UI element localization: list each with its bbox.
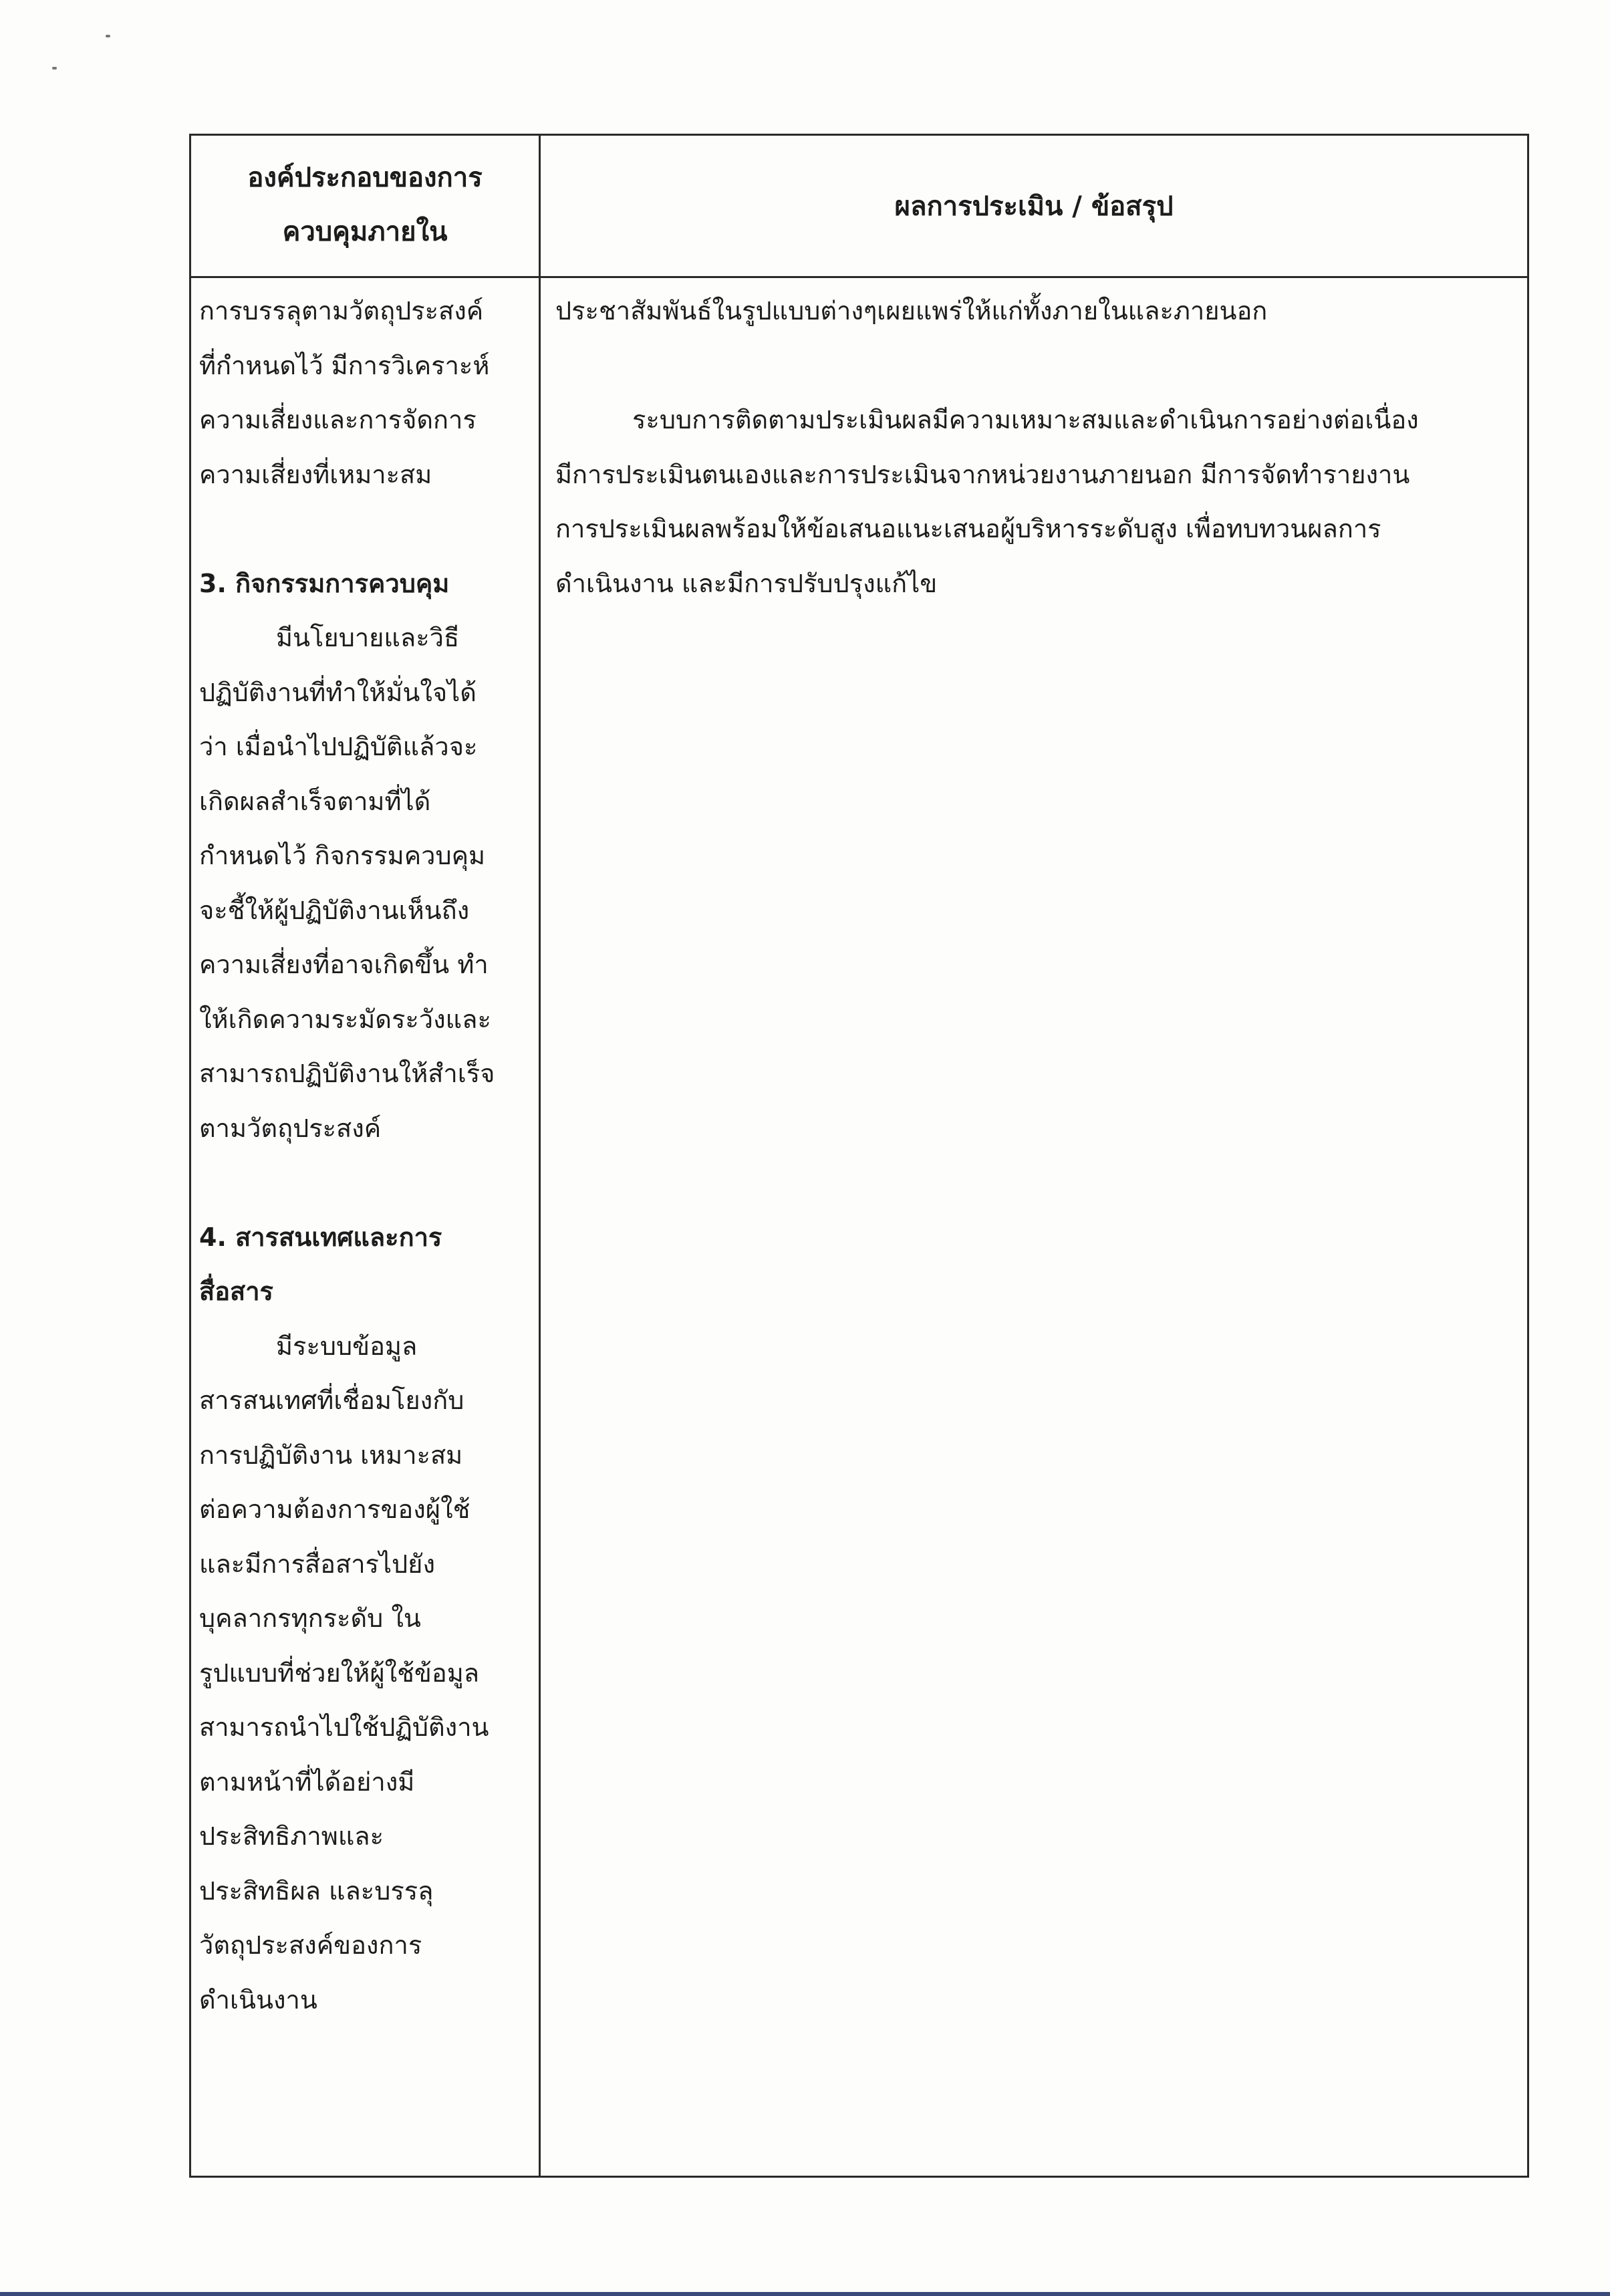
section-3-line: ว่า เมื่อนำไปปฏิบัติแล้วจะ [199,732,478,761]
section-4-line: ตามหน้าที่ได้อย่างมี [199,1767,415,1797]
component-line: ความเสี่ยงและการจัดการ [199,405,477,434]
header-cell-component [191,136,539,276]
section-4-line: สามารถนำไปใช้ปฏิบัติงาน [199,1712,489,1742]
header-left-line-1: องค์ประกอบของการ [247,162,483,193]
result-paragraph-line: มีการประเมินตนเองและการประเมินจากหน่วยงานภายนอก มีการจัดทำรายงาน [555,459,1410,489]
section-3-line: เกิดผลสำเร็จตามที่ได้ [199,786,431,816]
section-4-line: การปฏิบัติงาน เหมาะสม [199,1440,463,1470]
section-4-line: วัตถุประสงค์ของการ [199,1930,422,1960]
component-line: การบรรลุตามวัตถุประสงค์ [199,296,484,326]
section-3-line: กำหนดไว้ กิจกรรมควบคุม [199,841,486,870]
result-line: ประชาสัมพันธ์ในรูปแบบต่างๆเผยแพร่ให้แก่ทั้งภายในและภายนอก [555,296,1268,326]
section-3-line: ตามวัตถุประสงค์ [199,1113,382,1143]
result-paragraph-line: ระบบการติดตามประเมินผลมีความเหมาะสมและดำเนินการอย่างต่อเนื่อง [632,405,1419,434]
result-paragraph-line: ดำเนินงาน และมีการปรับปรุงแก้ไข [555,568,938,598]
section-3-line: สามารถปฏิบัติงานให้สำเร็จ [199,1059,495,1088]
section-4-title: สื่อสาร [199,1277,273,1306]
scan-speck [52,67,57,70]
section-3-line: มีนโยบายและวิธี [276,623,460,652]
section-4-line: มีระบบข้อมูล [276,1331,418,1361]
section-4-line: ประสิทธิผล และบรรลุ [199,1876,434,1906]
section-4-line: สารสนเทศที่เชื่อมโยงกับ [199,1386,464,1415]
section-4-title: 4. สารสนเทศและการ [199,1222,442,1252]
header-cell-result: ผลการประเมิน / ข้อสรุป [894,191,1174,222]
result-paragraph-line: การประเมินผลพร้อมให้ข้อเสนอแนะเสนอผู้บริหารระดับสูง เพื่อทบทวนผลการ [555,514,1381,543]
header-left-line-2: ควบคุมภายใน [282,217,448,247]
component-column [199,284,533,2027]
scan-speck [106,35,110,37]
section-3-line: ความเสี่ยงที่อาจเกิดขึ้น ทำ [199,950,489,979]
section-4-line: บุคลากรทุกระดับ ใน [199,1604,421,1633]
section-4-line: ประสิทธิภาพและ [199,1821,384,1851]
component-line: ที่กำหนดไว้ มีการวิเคราะห์ [199,350,490,380]
section-4-line: รูปแบบที่ช่วยให้ผู้ใช้ข้อมูล [199,1658,480,1688]
component-line: ความเสี่ยงที่เหมาะสม [199,459,432,489]
section-3-line: ให้เกิดความระมัดระวังและ [199,1004,491,1034]
section-3-title: 3. กิจกรรมการควบคุม [199,568,450,598]
scan-edge-line [0,2292,1610,2296]
header-divider [191,276,1527,278]
result-column [555,284,1511,611]
assessment-table [189,134,1529,2178]
section-3-line: ปฏิบัติงานที่ทำให้มั่นใจได้ [199,677,477,707]
section-4-line: ต่อความต้องการของผู้ใช้ [199,1495,471,1524]
section-4-line: ดำเนินงาน [199,1985,317,2015]
section-4-line: และมีการสื่อสารไปยัง [199,1549,436,1579]
column-divider [539,136,541,2176]
section-3-line: จะชี้ให้ผู้ปฏิบัติงานเห็นถึง [199,895,470,925]
